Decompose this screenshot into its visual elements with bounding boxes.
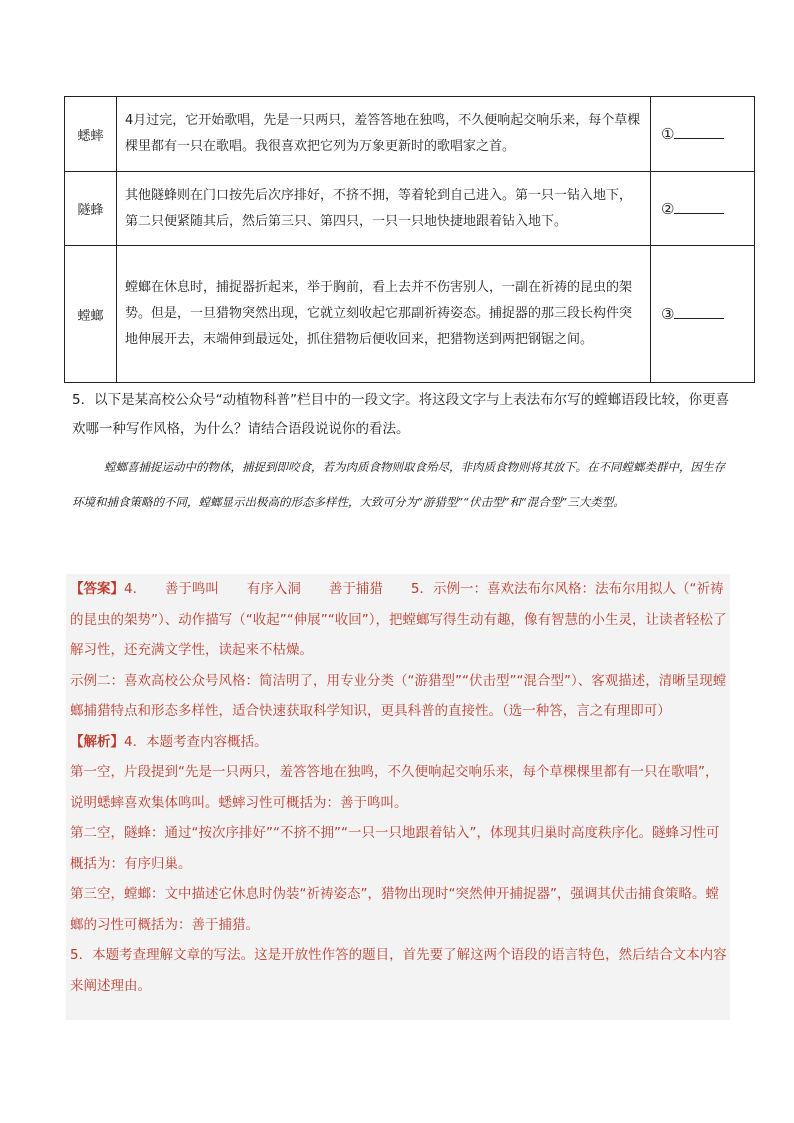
insect-table xyxy=(64,96,755,383)
answer-5-example-2: 示例二：喜欢高校公众号风格：简洁明了，用专业分类（“游猎型”“伏击型”“混合型”）、客观描述，清晰呈现螳螂捕猎特点和形态多样性，适合快速获取科学知识，更具科普的直接性。（选一种答，言之有理即可） xyxy=(70,672,727,719)
science-quote: 螳螂喜捕捉运动中的物体，捕捉到即咬食，若为肉质食物则取食殆尽，非肉质食物则将其放下。在不同螳螂类群中，因生存环境和捕食策略的不同，螳螂显示出极高的形态多样性，大致可分为“游猎型”“伏击型”和“混合型”三大类型。 xyxy=(72,460,725,509)
analysis-4-blank-2: 第二空，隧蜂：通过“按次序排好”“不挤不拥”“一只一只地跟着钻入”，体现其归巢时高度秩序化。隧蜂习性可概括为：有序归巢。 xyxy=(70,825,720,872)
answer-4-blank-3: 善于捕猎 xyxy=(328,581,383,597)
question-5: 5．以下是某高校公众号“动植物科普”栏目中的一段文字。将这段文字与上表法布尔写的螳螂语段比较，你更喜欢哪一种写作风格，为什么？请结合语段说说你的看法。 xyxy=(72,392,730,437)
blank-number: ① xyxy=(661,125,675,143)
answer-blank xyxy=(651,172,755,246)
answer-5-example-1: 5．示例一：喜欢法布尔风格：法布尔用拟人（“祈祷的昆虫的架势”）、动作描写（“收起”“伸展”“收回”），把螳螂写得生动有趣，像有智慧的小生灵，让读者轻松了解习性，还充满文学性，读起来不枯燥。 xyxy=(70,581,727,658)
answer-4-blank-1: 善于鸣叫 xyxy=(164,581,219,597)
analysis-tag: 【解析】 xyxy=(70,733,124,750)
insect-excerpt: 螳螂在休息时，捕捉器折起来，举于胸前，看上去并不伤害别人，一副在祈祷的昆虫的架势。但是，一旦猎物突然出现，它就立刻收起它那副祈祷姿态。捕捉器的那三段长构件突地伸展开去，末端伸到最远处，抓住猎物后便收回来，把猎物送到两把钢锯之间。 xyxy=(117,246,651,383)
blank-line xyxy=(674,126,724,139)
analysis-4-heading: 4．本题考查内容概括。 xyxy=(124,733,268,750)
table-row xyxy=(65,172,755,246)
blank-line xyxy=(674,201,724,214)
table-row xyxy=(65,246,755,383)
blank-line xyxy=(674,306,724,319)
insect-excerpt: 4月过完，它开始歌唱，先是一只两只，羞答答地在独鸣，不久便响起交响乐来，每个草棵棵里都有一只在歌唱。我很喜欢把它列为万象更新时的歌唱家之首。 xyxy=(117,97,651,172)
answer-4-number: 4. xyxy=(124,581,137,597)
insect-excerpt: 其他隧蜂则在门口按先后次序排好，不挤不拥，等着轮到自己进入。第一只一钻入地下，第二只便紧随其后，然后第三只、第四只，一只一只地快捷地跟着钻入地下。 xyxy=(117,172,651,246)
answer-blank xyxy=(651,246,755,383)
analysis-line-4 xyxy=(70,727,730,758)
analysis-5: 5．本题考查理解文章的写法。这是开放性作答的题目，首先要了解这两个语段的语言特色，然后结合文本内容来阐述理由。 xyxy=(70,947,727,994)
answer-tag: 【答案】 xyxy=(70,581,124,597)
blank-number: ③ xyxy=(661,305,675,323)
insect-name: 蟋蟀 xyxy=(65,97,117,172)
answer-section xyxy=(66,574,730,1020)
blank-number: ② xyxy=(661,199,675,218)
answer-4-blank-2: 有序入洞 xyxy=(246,581,301,597)
answer-line-4 xyxy=(70,574,730,666)
insect-name: 隧蜂 xyxy=(65,172,117,246)
analysis-4-blank-1: 第一空，片段提到“先是一只两只，羞答答地在独鸣，不久便响起交响乐来，每个草棵棵里都有一只在歌唱”，说明蟋蟀喜欢集体鸣叫。蟋蟀习性可概括为：善于鸣叫。 xyxy=(70,764,719,811)
analysis-4-blank-3: 第三空，螳螂：文中描述它休息时伪装“祈祷姿态”，猎物出现时“突然伸开捕捉器”，强调其伏击捕食策略。螳螂的习性可概括为：善于捕猎。 xyxy=(70,886,719,933)
insect-name: 螳螂 xyxy=(65,246,117,383)
table-row xyxy=(65,97,755,172)
answer-blank xyxy=(651,97,755,172)
